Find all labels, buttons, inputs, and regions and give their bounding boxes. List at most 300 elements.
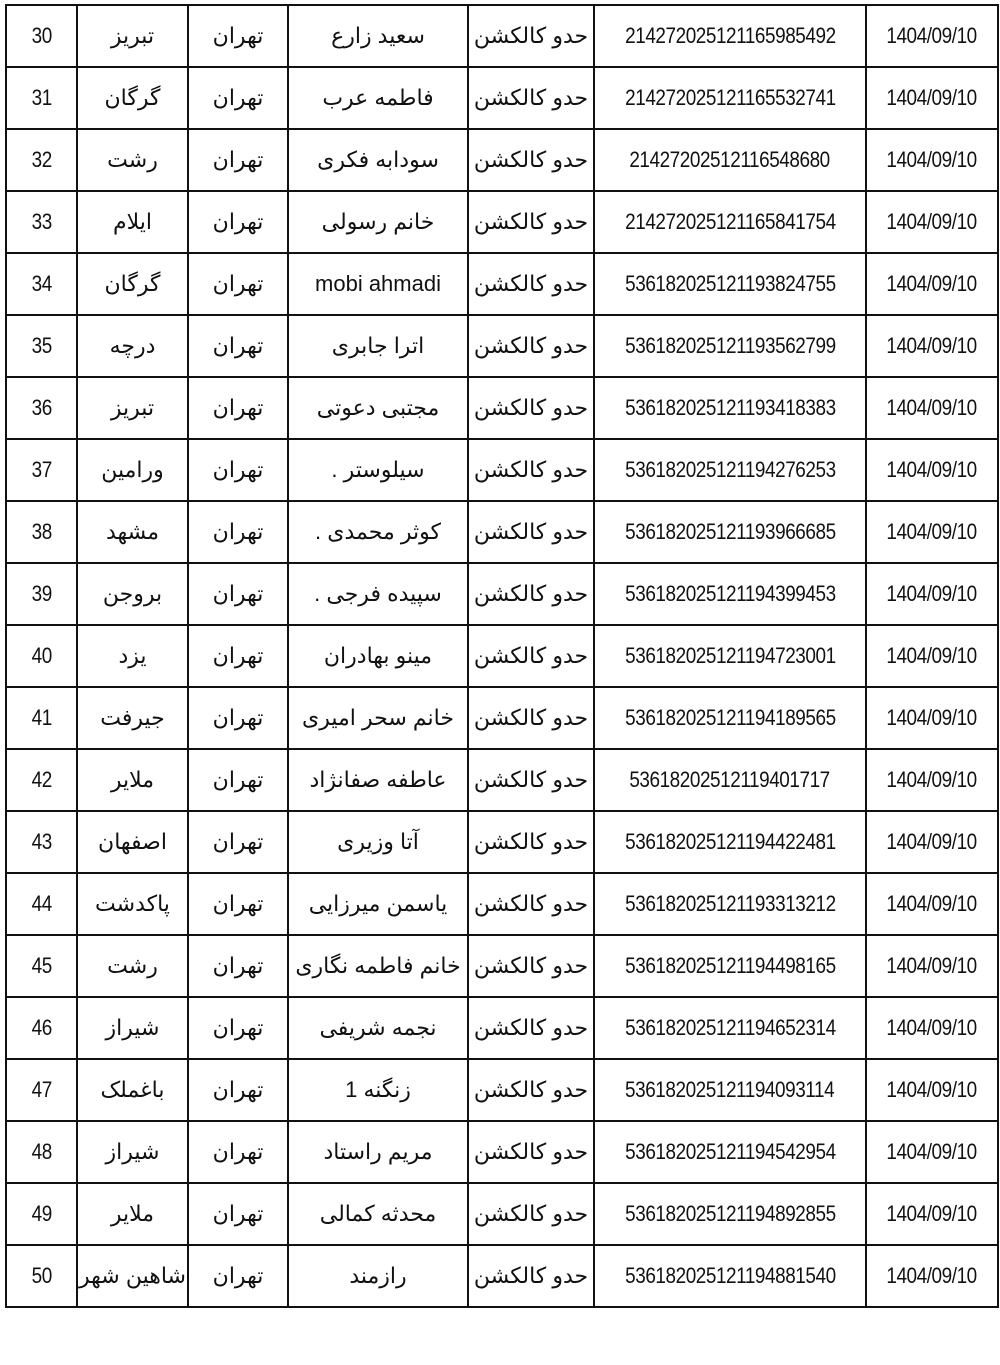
date: 1404/09/10: [886, 209, 978, 234]
table-row: [6, 5, 998, 67]
service-type: حدو کالکشن: [473, 147, 589, 172]
tracking-code-cell: [594, 625, 866, 687]
table-row: [6, 625, 998, 687]
origin-city: تهران: [212, 271, 264, 296]
row-number-cell: [6, 997, 77, 1059]
recipient-name: مریم راستاد: [323, 1139, 433, 1164]
table-row: [6, 1245, 998, 1307]
origin-city: تهران: [212, 1077, 264, 1102]
date-cell: [866, 67, 998, 129]
table-row: [6, 563, 998, 625]
destination-city: پاکدشت: [95, 891, 170, 916]
destination-city: بروجن: [102, 581, 163, 606]
date: 1404/09/10: [886, 643, 978, 668]
service-type: حدو کالکشن: [473, 271, 589, 296]
recipient-name: خانم فاطمه نگاری: [295, 953, 461, 978]
origin-city: تهران: [212, 829, 264, 854]
destination-city: رشت: [107, 147, 158, 172]
recipient-name-cell: [288, 687, 468, 749]
service-type-cell: [468, 1059, 594, 1121]
date: 1404/09/10: [886, 23, 978, 48]
service-type-cell: [468, 315, 594, 377]
destination-city-cell: [77, 439, 188, 501]
row-number: 30: [31, 23, 52, 48]
origin-city: تهران: [212, 395, 264, 420]
origin-city: تهران: [212, 1263, 264, 1288]
service-type: حدو کالکشن: [473, 953, 589, 978]
date-cell: [866, 253, 998, 315]
service-type-cell: [468, 625, 594, 687]
tracking-code-cell: [594, 315, 866, 377]
date-cell: [866, 439, 998, 501]
service-type-cell: [468, 439, 594, 501]
row-number-cell: [6, 625, 77, 687]
service-type-cell: [468, 1121, 594, 1183]
tracking-code-cell: [594, 873, 866, 935]
tracking-code-cell: [594, 1121, 866, 1183]
destination-city: رشت: [107, 953, 158, 978]
recipient-name: رازمند: [349, 1263, 407, 1288]
row-number-cell: [6, 129, 77, 191]
shipment-list-sheet: [5, 4, 997, 1308]
date: 1404/09/10: [886, 395, 978, 420]
date-cell: [866, 5, 998, 67]
tracking-code: 536182025121194498165: [624, 953, 836, 978]
service-type: حدو کالکشن: [473, 1263, 589, 1288]
row-number-cell: [6, 191, 77, 253]
tracking-code: 214272025121165532741: [624, 85, 836, 110]
recipient-name: اترا جابری: [331, 333, 425, 358]
tracking-code-cell: [594, 377, 866, 439]
table-row: [6, 67, 998, 129]
origin-city: تهران: [212, 581, 264, 606]
recipient-name-cell: [288, 253, 468, 315]
service-type: حدو کالکشن: [473, 1139, 589, 1164]
date-cell: [866, 315, 998, 377]
service-type: حدو کالکشن: [473, 1015, 589, 1040]
tracking-code-cell: [594, 749, 866, 811]
service-type: حدو کالکشن: [473, 829, 589, 854]
tracking-code: 214272025121165841754: [624, 209, 836, 234]
recipient-name: مجتبی دعوتی: [316, 395, 440, 420]
recipient-name-cell: [288, 439, 468, 501]
date: 1404/09/10: [886, 829, 978, 854]
destination-city-cell: [77, 997, 188, 1059]
row-number: 44: [31, 891, 52, 916]
destination-city: اصفهان: [98, 829, 167, 854]
destination-city: تبریز: [110, 395, 155, 420]
recipient-name-cell: [288, 191, 468, 253]
table-row: [6, 253, 998, 315]
origin-city-cell: [188, 935, 288, 997]
recipient-name: خانم رسولی: [321, 209, 435, 234]
row-number: 41: [31, 705, 52, 730]
destination-city: مشهد: [105, 519, 160, 544]
service-type: حدو کالکشن: [473, 767, 589, 792]
service-type-cell: [468, 129, 594, 191]
recipient-name: سودابه فکری: [317, 147, 439, 172]
origin-city-cell: [188, 563, 288, 625]
recipient-name-cell: [288, 1059, 468, 1121]
service-type-cell: [468, 749, 594, 811]
row-number-cell: [6, 67, 77, 129]
destination-city: درچه: [109, 333, 156, 358]
origin-city: تهران: [212, 147, 264, 172]
destination-city: ایلام: [113, 209, 152, 234]
row-number: 34: [31, 271, 52, 296]
service-type: حدو کالکشن: [473, 395, 589, 420]
row-number: 31: [31, 85, 52, 110]
recipient-name: یاسمن میرزایی: [308, 891, 448, 916]
date-cell: [866, 749, 998, 811]
destination-city-cell: [77, 687, 188, 749]
origin-city: تهران: [212, 23, 264, 48]
table-row: [6, 935, 998, 997]
origin-city: تهران: [212, 1201, 264, 1226]
origin-city-cell: [188, 873, 288, 935]
service-type-cell: [468, 935, 594, 997]
tracking-code-cell: [594, 563, 866, 625]
origin-city-cell: [188, 1183, 288, 1245]
service-type-cell: [468, 5, 594, 67]
origin-city-cell: [188, 501, 288, 563]
date: 1404/09/10: [886, 1015, 978, 1040]
shipment-table-body: [6, 5, 998, 1307]
tracking-code: 536182025121194422481: [624, 829, 836, 854]
destination-city: تبریز: [110, 23, 155, 48]
row-number-cell: [6, 749, 77, 811]
recipient-name-cell: [288, 129, 468, 191]
row-number-cell: [6, 439, 77, 501]
destination-city-cell: [77, 5, 188, 67]
origin-city-cell: [188, 997, 288, 1059]
row-number: 46: [31, 1015, 52, 1040]
service-type-cell: [468, 377, 594, 439]
destination-city-cell: [77, 377, 188, 439]
service-type-cell: [468, 687, 594, 749]
service-type: حدو کالکشن: [473, 705, 589, 730]
recipient-name: محدثه کمالی: [319, 1201, 437, 1226]
recipient-name-cell: [288, 625, 468, 687]
destination-city-cell: [77, 1245, 188, 1307]
origin-city: تهران: [212, 1015, 264, 1040]
shipment-table: [5, 4, 999, 1308]
recipient-name-cell: [288, 935, 468, 997]
destination-city: ملایر: [110, 1201, 155, 1226]
destination-city-cell: [77, 253, 188, 315]
recipient-name-cell: [288, 315, 468, 377]
date: 1404/09/10: [886, 1139, 978, 1164]
date: 1404/09/10: [886, 581, 978, 606]
origin-city: تهران: [212, 519, 264, 544]
origin-city-cell: [188, 1121, 288, 1183]
origin-city-cell: [188, 1245, 288, 1307]
row-number: 47: [31, 1077, 52, 1102]
row-number-cell: [6, 253, 77, 315]
service-type: حدو کالکشن: [473, 519, 589, 544]
recipient-name-cell: [288, 563, 468, 625]
tracking-code: 536182025121193824755: [624, 271, 836, 296]
table-row: [6, 873, 998, 935]
table-row: [6, 191, 998, 253]
destination-city-cell: [77, 935, 188, 997]
service-type-cell: [468, 501, 594, 563]
service-type: حدو کالکشن: [473, 581, 589, 606]
origin-city-cell: [188, 811, 288, 873]
date-cell: [866, 873, 998, 935]
tracking-code-cell: [594, 253, 866, 315]
row-number-cell: [6, 377, 77, 439]
destination-city-cell: [77, 501, 188, 563]
date: 1404/09/10: [886, 1077, 978, 1102]
date-cell: [866, 1059, 998, 1121]
origin-city: تهران: [212, 1139, 264, 1164]
tracking-code-cell: [594, 439, 866, 501]
row-number-cell: [6, 811, 77, 873]
table-row: [6, 687, 998, 749]
origin-city-cell: [188, 129, 288, 191]
tracking-code-cell: [594, 501, 866, 563]
table-row: [6, 377, 998, 439]
tracking-code-cell: [594, 1183, 866, 1245]
date-cell: [866, 191, 998, 253]
row-number: 40: [31, 643, 52, 668]
destination-city-cell: [77, 129, 188, 191]
row-number-cell: [6, 1059, 77, 1121]
tracking-code: 536182025121193562799: [624, 333, 836, 358]
row-number-cell: [6, 1121, 77, 1183]
table-row: [6, 811, 998, 873]
date: 1404/09/10: [886, 457, 978, 482]
table-row: [6, 1121, 998, 1183]
service-type: حدو کالکشن: [473, 457, 589, 482]
row-number: 32: [31, 147, 52, 172]
date: 1404/09/10: [886, 705, 978, 730]
row-number: 50: [31, 1263, 52, 1288]
tracking-code: 536182025121194189565: [624, 705, 836, 730]
origin-city-cell: [188, 191, 288, 253]
service-type-cell: [468, 811, 594, 873]
origin-city-cell: [188, 1059, 288, 1121]
destination-city-cell: [77, 1121, 188, 1183]
table-row: [6, 439, 998, 501]
tracking-code-cell: [594, 997, 866, 1059]
destination-city-cell: [77, 749, 188, 811]
destination-city: گرگان: [104, 271, 161, 296]
row-number-cell: [6, 873, 77, 935]
destination-city: باغملک: [100, 1077, 165, 1102]
row-number-cell: [6, 1183, 77, 1245]
recipient-name: فاطمه عرب: [322, 85, 434, 110]
origin-city: تهران: [212, 891, 264, 916]
row-number-cell: [6, 687, 77, 749]
service-type-cell: [468, 253, 594, 315]
service-type: حدو کالکشن: [473, 23, 589, 48]
recipient-name: سعید زارع: [331, 23, 425, 48]
origin-city: تهران: [212, 333, 264, 358]
table-row: [6, 501, 998, 563]
origin-city: تهران: [212, 85, 264, 110]
destination-city-cell: [77, 811, 188, 873]
date: 1404/09/10: [886, 271, 978, 296]
tracking-code: 53618202512119401717: [629, 767, 831, 792]
date-cell: [866, 1245, 998, 1307]
date: 1404/09/10: [886, 767, 978, 792]
origin-city: تهران: [212, 953, 264, 978]
recipient-name-cell: [288, 501, 468, 563]
service-type: حدو کالکشن: [473, 1077, 589, 1102]
tracking-code-cell: [594, 1059, 866, 1121]
tracking-code-cell: [594, 129, 866, 191]
service-type-cell: [468, 997, 594, 1059]
recipient-name: سپیده فرجی .: [314, 581, 442, 606]
date-cell: [866, 563, 998, 625]
row-number-cell: [6, 1245, 77, 1307]
destination-city: شیراز: [105, 1139, 160, 1164]
date: 1404/09/10: [886, 1263, 978, 1288]
destination-city-cell: [77, 625, 188, 687]
date: 1404/09/10: [886, 1201, 978, 1226]
date-cell: [866, 377, 998, 439]
destination-city-cell: [77, 1183, 188, 1245]
recipient-name-cell: [288, 5, 468, 67]
service-type: حدو کالکشن: [473, 209, 589, 234]
recipient-name-cell: [288, 377, 468, 439]
date-cell: [866, 501, 998, 563]
table-row: [6, 1183, 998, 1245]
tracking-code: 536182025121194399453: [624, 581, 836, 606]
date: 1404/09/10: [886, 953, 978, 978]
date: 1404/09/10: [886, 147, 978, 172]
table-row: [6, 1059, 998, 1121]
date-cell: [866, 687, 998, 749]
row-number-cell: [6, 5, 77, 67]
origin-city-cell: [188, 253, 288, 315]
recipient-name-cell: [288, 997, 468, 1059]
service-type-cell: [468, 1245, 594, 1307]
destination-city: جیرفت: [100, 705, 165, 730]
tracking-code: 21427202512116548680: [629, 147, 831, 172]
destination-city-cell: [77, 1059, 188, 1121]
tracking-code-cell: [594, 811, 866, 873]
destination-city: ورامین: [101, 457, 164, 482]
tracking-code: 536182025121193313212: [624, 891, 836, 916]
service-type-cell: [468, 563, 594, 625]
tracking-code-cell: [594, 191, 866, 253]
recipient-name-cell: [288, 811, 468, 873]
origin-city-cell: [188, 67, 288, 129]
destination-city: شاهین شهر: [79, 1263, 186, 1288]
recipient-name: سیلوستر .: [331, 457, 425, 482]
service-type-cell: [468, 1183, 594, 1245]
service-type: حدو کالکشن: [473, 891, 589, 916]
row-number: 33: [31, 209, 52, 234]
destination-city: یزد: [118, 643, 147, 668]
date: 1404/09/10: [886, 333, 978, 358]
date-cell: [866, 625, 998, 687]
tracking-code: 536182025121194723001: [624, 643, 836, 668]
recipient-name: عاطفه صفانژاد: [309, 767, 447, 792]
row-number: 38: [31, 519, 52, 544]
recipient-name-cell: [288, 749, 468, 811]
recipient-name-cell: [288, 1245, 468, 1307]
service-type: حدو کالکشن: [473, 333, 589, 358]
row-number: 37: [31, 457, 52, 482]
recipient-name: مینو بهادران: [323, 643, 433, 668]
row-number: 45: [31, 953, 52, 978]
origin-city-cell: [188, 315, 288, 377]
recipient-name: زنگنه 1: [345, 1077, 411, 1102]
service-type-cell: [468, 191, 594, 253]
service-type: حدو کالکشن: [473, 85, 589, 110]
origin-city-cell: [188, 625, 288, 687]
tracking-code: 536182025121194093114: [625, 1077, 835, 1102]
origin-city-cell: [188, 439, 288, 501]
tracking-code: 536182025121193966685: [624, 519, 836, 544]
recipient-name: نجمه شریفی: [319, 1015, 437, 1040]
origin-city-cell: [188, 5, 288, 67]
table-row: [6, 997, 998, 1059]
tracking-code-cell: [594, 935, 866, 997]
destination-city: ملایر: [110, 767, 155, 792]
row-number: 42: [31, 767, 52, 792]
recipient-name: خانم سحر امیری: [302, 705, 454, 730]
origin-city: تهران: [212, 767, 264, 792]
destination-city-cell: [77, 315, 188, 377]
origin-city: تهران: [212, 457, 264, 482]
destination-city: شیراز: [105, 1015, 160, 1040]
tracking-code-cell: [594, 67, 866, 129]
destination-city: گرگان: [104, 85, 161, 110]
date-cell: [866, 129, 998, 191]
destination-city-cell: [77, 563, 188, 625]
origin-city: تهران: [212, 209, 264, 234]
row-number: 48: [31, 1139, 52, 1164]
service-type-cell: [468, 67, 594, 129]
origin-city-cell: [188, 749, 288, 811]
recipient-name-cell: [288, 873, 468, 935]
origin-city: تهران: [212, 705, 264, 730]
recipient-name-cell: [288, 1183, 468, 1245]
table-row: [6, 749, 998, 811]
tracking-code-cell: [594, 1245, 866, 1307]
date-cell: [866, 1121, 998, 1183]
row-number-cell: [6, 563, 77, 625]
date-cell: [866, 811, 998, 873]
service-type: حدو کالکشن: [473, 643, 589, 668]
date-cell: [866, 1183, 998, 1245]
date: 1404/09/10: [886, 519, 978, 544]
tracking-code: 536182025121194542954: [624, 1139, 836, 1164]
date-cell: [866, 935, 998, 997]
row-number: 35: [31, 333, 52, 358]
date: 1404/09/10: [886, 891, 978, 916]
recipient-name: mobi ahmadi: [315, 271, 441, 296]
row-number: 36: [31, 395, 52, 420]
row-number-cell: [6, 315, 77, 377]
tracking-code: 536182025121193418383: [624, 395, 836, 420]
tracking-code: 536182025121194892855: [624, 1201, 836, 1226]
destination-city-cell: [77, 191, 188, 253]
row-number: 39: [31, 581, 52, 606]
origin-city: تهران: [212, 643, 264, 668]
date: 1404/09/10: [886, 85, 978, 110]
recipient-name-cell: [288, 1121, 468, 1183]
table-row: [6, 129, 998, 191]
tracking-code: 536182025121194652314: [624, 1015, 836, 1040]
row-number-cell: [6, 501, 77, 563]
destination-city-cell: [77, 873, 188, 935]
